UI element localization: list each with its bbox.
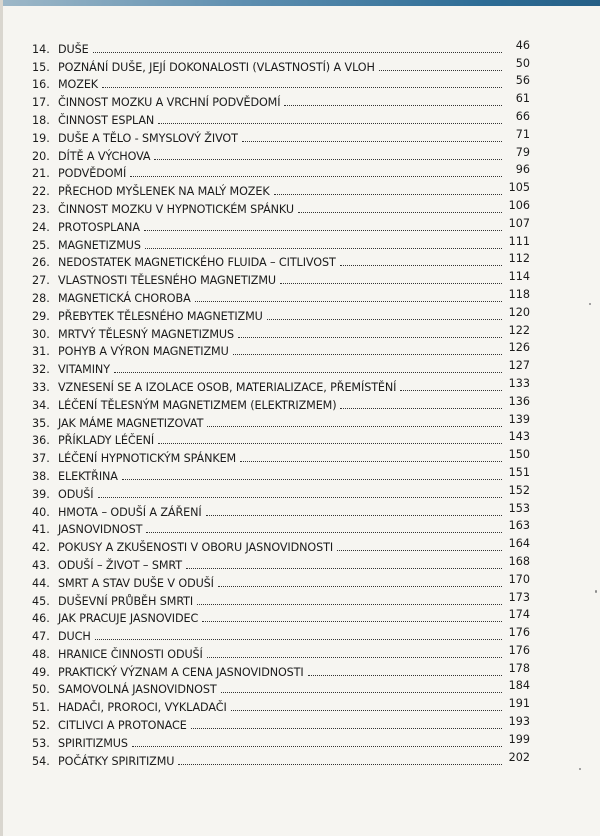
- entry-number: 29.: [32, 309, 50, 323]
- entry-title: JAK MÁME MAGNETIZOVAT: [58, 416, 204, 430]
- dot-leader: [207, 656, 502, 658]
- toc-entry: [32, 358, 530, 376]
- entry-title: LÉČENÍ HYPNOTICKÝM SPÁNKEM: [58, 452, 237, 466]
- dot-leader: [114, 371, 502, 373]
- entry-number: 39.: [32, 487, 50, 501]
- entry-title: ČINNOST ESPLAN: [58, 113, 155, 127]
- toc-entry: [32, 198, 530, 216]
- entry-number: 34.: [32, 398, 50, 412]
- entry-title: POČÁTKY SPIRITIZMU: [58, 754, 175, 768]
- toc-entry: [32, 465, 530, 483]
- entry-title: MRTVÝ TĚLESNÝ MAGNETIZMUS: [58, 327, 235, 341]
- dot-leader: [202, 620, 502, 622]
- entry-number: 45.: [32, 594, 50, 608]
- entry-page-number: 168: [508, 554, 530, 568]
- dot-leader: [218, 585, 502, 587]
- entry-page-number: 176: [508, 643, 530, 657]
- entry-number: 14.: [32, 42, 50, 56]
- dot-leader: [154, 158, 502, 160]
- toc-entry: [32, 519, 530, 537]
- entry-number: 46.: [32, 612, 50, 626]
- entry-number: 20.: [32, 149, 50, 163]
- entry-page-number: 122: [508, 323, 530, 337]
- entry-page-number: 107: [508, 216, 530, 230]
- toc-entry: [32, 501, 530, 519]
- toc-entry: [32, 608, 530, 626]
- entry-page-number: 199: [508, 732, 530, 746]
- toc-entry: [32, 536, 530, 554]
- entry-number: 15.: [32, 60, 50, 74]
- entry-number: 42.: [32, 541, 50, 555]
- toc-entry: [32, 572, 530, 590]
- toc-entry: [32, 732, 530, 750]
- entry-number: 48.: [32, 647, 50, 661]
- dot-leader: [191, 727, 502, 729]
- entry-title: JASNOVIDNOST: [58, 523, 143, 537]
- entry-page-number: 193: [508, 715, 530, 729]
- entry-number: 50.: [32, 683, 50, 697]
- entry-title: DUCH: [58, 630, 91, 644]
- dot-leader: [197, 603, 502, 605]
- dot-leader: [280, 282, 502, 284]
- entry-number: 26.: [32, 256, 50, 270]
- entry-page-number: 71: [515, 127, 530, 141]
- entry-page-number: 143: [508, 430, 530, 444]
- entry-title: PŘEBYTEK TĚLESNÉHO MAGNETIZMU: [58, 309, 263, 323]
- entry-page-number: 136: [508, 394, 530, 408]
- dot-leader: [238, 336, 502, 338]
- table-of-contents: [32, 38, 530, 768]
- entry-page-number: 127: [508, 359, 530, 373]
- dot-leader: [233, 353, 502, 355]
- toc-entry: [32, 38, 530, 56]
- entry-title: VLASTNOSTI TĚLESNÉHO MAGNETIZMU: [58, 274, 276, 288]
- entry-title: PŘECHOD MYŠLENEK NA MALÝ MOZEK: [58, 185, 270, 199]
- entry-number: 28.: [32, 291, 50, 305]
- entry-page-number: 173: [508, 590, 530, 604]
- toc-entry: [32, 394, 530, 412]
- dot-leader: [308, 674, 502, 676]
- entry-title: ČINNOST MOZKU A VRCHNÍ PODVĚDOMÍ: [58, 96, 281, 110]
- dot-leader: [130, 175, 502, 177]
- entry-title: LÉČENÍ TĚLESNÝM MAGNETIZMEM (ELEKTRIZMEM): [58, 398, 337, 412]
- entry-number: 47.: [32, 630, 50, 644]
- scan-top-edge: [0, 0, 600, 6]
- entry-title: HMOTA – ODUŠÍ A ZÁŘENÍ: [58, 505, 202, 519]
- dot-leader: [267, 318, 502, 320]
- dot-leader: [158, 442, 502, 444]
- entry-page-number: 66: [515, 109, 530, 123]
- entry-page-number: 56: [515, 74, 530, 88]
- entry-title: SPIRITIZMUS: [58, 736, 128, 750]
- entry-page-number: 176: [508, 626, 530, 640]
- toc-entry: [32, 625, 530, 643]
- entry-page-number: 191: [508, 697, 530, 711]
- entry-title: PRAKTICKÝ VÝZNAM A CENA JASNOVIDNOSTI: [58, 665, 304, 679]
- dot-leader: [337, 549, 502, 551]
- toc-entry: [32, 74, 530, 92]
- entry-number: 30.: [32, 327, 50, 341]
- entry-title: PROTOSPLANA: [58, 220, 140, 234]
- entry-title: DUŠE A TĚLO - SMYSLOVÝ ŽIVOT: [58, 131, 238, 145]
- toc-entry: [32, 56, 530, 74]
- entry-number: 49.: [32, 665, 50, 679]
- entry-page-number: 105: [508, 181, 530, 195]
- entry-title: NEDOSTATEK MAGNETICKÉHO FLUIDA – CITLIVOST: [58, 256, 336, 270]
- entry-number: 19.: [32, 131, 50, 145]
- entry-page-number: 106: [508, 198, 530, 212]
- entry-number: 31.: [32, 345, 50, 359]
- entry-title: HRANICE ČINNOSTI ODUŠÍ: [58, 647, 203, 661]
- entry-number: 25.: [32, 238, 50, 252]
- entry-title: MAGNETICKÁ CHOROBA: [58, 291, 191, 305]
- entry-title: HADAČI, PROROCI, VYKLADAČI: [58, 701, 227, 715]
- dot-leader: [122, 478, 502, 480]
- toc-entry: [32, 216, 530, 234]
- toc-entry: [32, 376, 530, 394]
- entry-number: 51.: [32, 701, 50, 715]
- dot-leader: [340, 264, 502, 266]
- entry-page-number: 202: [508, 750, 530, 764]
- entry-title: POHYB A VÝRON MAGNETIZMU: [58, 345, 229, 359]
- entry-title: CITLIVCI A PROTONACE: [58, 719, 187, 733]
- dot-leader: [95, 638, 502, 640]
- paper-speck: [579, 768, 581, 770]
- entry-title: JAK PRACUJE JASNOVIDEC: [58, 612, 199, 626]
- toc-entry: [32, 109, 530, 127]
- entry-page-number: 170: [508, 572, 530, 586]
- entry-number: 23.: [32, 202, 50, 216]
- toc-entry: [32, 679, 530, 697]
- dot-leader: [144, 229, 502, 231]
- entry-title: DUŠEVNÍ PRŮBĚH SMRTI: [58, 594, 194, 608]
- entry-number: 17.: [32, 96, 50, 110]
- entry-page-number: 111: [508, 234, 530, 248]
- toc-entry: [32, 661, 530, 679]
- dot-leader: [240, 460, 502, 462]
- dot-leader: [242, 140, 502, 142]
- toc-entry: [32, 180, 530, 198]
- entry-title: SAMOVOLNÁ JASNOVIDNOST: [58, 683, 217, 697]
- dot-leader: [132, 745, 502, 747]
- dot-leader: [93, 51, 502, 53]
- dot-leader: [221, 691, 502, 693]
- entry-page-number: 174: [508, 608, 530, 622]
- toc-entry: [32, 554, 530, 572]
- entry-title: VITAMINY: [58, 363, 110, 377]
- entry-number: 44.: [32, 576, 50, 590]
- toc-entry: [32, 145, 530, 163]
- toc-entry: [32, 234, 530, 252]
- entry-title: POKUSY A ZKUŠENOSTI V OBORU JASNOVIDNOSTI: [58, 541, 334, 555]
- toc-entry: [32, 643, 530, 661]
- entry-page-number: 120: [508, 305, 530, 319]
- dot-leader: [379, 69, 502, 71]
- entry-number: 33.: [32, 380, 50, 394]
- dot-leader: [146, 531, 502, 533]
- toc-entry: [32, 750, 530, 768]
- entry-title: SMRT A STAV DUŠE V ODUŠÍ: [58, 576, 214, 590]
- entry-page-number: 150: [508, 448, 530, 462]
- entry-page-number: 133: [508, 376, 530, 390]
- entry-page-number: 153: [508, 501, 530, 515]
- dot-leader: [207, 425, 502, 427]
- entry-number: 27.: [32, 274, 50, 288]
- entry-page-number: 126: [508, 341, 530, 355]
- entry-title: VZNESENÍ SE A IZOLACE OSOB, MATERIALIZACE, PŘEMÍSTĚNÍ: [58, 380, 397, 394]
- entry-page-number: 164: [508, 537, 530, 551]
- entry-title: MOZEK: [58, 78, 99, 92]
- entry-number: 43.: [32, 558, 50, 572]
- entry-page-number: 96: [515, 163, 530, 177]
- entry-title: ODUŠÍ: [58, 487, 94, 501]
- toc-entry: [32, 590, 530, 608]
- dot-leader: [284, 104, 502, 106]
- toc-entry: [32, 714, 530, 732]
- dot-leader: [178, 763, 502, 765]
- dot-leader: [186, 567, 502, 569]
- dot-leader: [145, 247, 502, 249]
- paper-speck: [595, 590, 597, 593]
- entry-title: PODVĚDOMÍ: [58, 167, 127, 181]
- toc-entry: [32, 696, 530, 714]
- dot-leader: [158, 122, 502, 124]
- entry-number: 53.: [32, 736, 50, 750]
- entry-number: 16.: [32, 78, 50, 92]
- dot-leader: [206, 514, 502, 516]
- toc-entry: [32, 341, 530, 359]
- toc-entry: [32, 412, 530, 430]
- entry-title: PŘÍKLADY LÉČENÍ: [58, 434, 155, 448]
- toc-entry: [32, 430, 530, 448]
- entry-number: 22.: [32, 185, 50, 199]
- entry-number: 21.: [32, 167, 50, 181]
- entry-number: 36.: [32, 434, 50, 448]
- toc-entry: [32, 163, 530, 181]
- toc-entry: [32, 287, 530, 305]
- toc-entry: [32, 447, 530, 465]
- entry-number: 40.: [32, 505, 50, 519]
- dot-leader: [102, 86, 502, 88]
- entry-number: 41.: [32, 523, 50, 537]
- entry-number: 35.: [32, 416, 50, 430]
- entry-number: 18.: [32, 113, 50, 127]
- entry-title: MAGNETIZMUS: [58, 238, 141, 252]
- entry-page-number: 151: [508, 465, 530, 479]
- entry-title: DÍTĚ A VÝCHOVA: [58, 149, 151, 163]
- entry-page-number: 112: [508, 252, 530, 266]
- entry-page-number: 46: [515, 38, 530, 52]
- entry-title: ČINNOST MOZKU V HYPNOTICKÉM SPÁNKU: [58, 202, 294, 216]
- entry-title: DUŠE: [58, 42, 89, 56]
- dot-leader: [400, 389, 502, 391]
- entry-page-number: 152: [508, 483, 530, 497]
- dot-leader: [298, 211, 502, 213]
- toc-entry: [32, 269, 530, 287]
- entry-page-number: 139: [508, 412, 530, 426]
- entry-page-number: 178: [508, 661, 530, 675]
- toc-entry: [32, 252, 530, 270]
- entry-page-number: 79: [515, 145, 530, 159]
- entry-number: 38.: [32, 469, 50, 483]
- entry-number: 54.: [32, 754, 50, 768]
- entry-title: ODUŠÍ – ŽIVOT – SMRT: [58, 558, 183, 572]
- entry-title: ELEKTŘINA: [58, 469, 118, 483]
- entry-page-number: 50: [515, 56, 530, 70]
- entry-title: POZNÁNÍ DUŠE, JEJÍ DOKONALOSTI (VLASTNOSTÍ) A VLOH: [58, 60, 375, 74]
- dot-leader: [274, 193, 502, 195]
- toc-entry: [32, 305, 530, 323]
- dot-leader: [195, 300, 502, 302]
- entry-page-number: 184: [508, 679, 530, 693]
- toc-entry: [32, 323, 530, 341]
- toc-entry: [32, 91, 530, 109]
- toc-entry: [32, 127, 530, 145]
- dot-leader: [98, 496, 502, 498]
- dot-leader: [231, 709, 502, 711]
- entry-number: 24.: [32, 220, 50, 234]
- scan-left-edge: [0, 0, 3, 836]
- entry-page-number: 118: [508, 287, 530, 301]
- entry-page-number: 114: [508, 270, 530, 284]
- dot-leader: [340, 407, 502, 409]
- entry-page-number: 61: [515, 92, 530, 106]
- entry-number: 37.: [32, 452, 50, 466]
- entry-number: 32.: [32, 363, 50, 377]
- toc-entry: [32, 483, 530, 501]
- entry-number: 52.: [32, 719, 50, 733]
- paper-speck: [589, 303, 591, 305]
- entry-page-number: 163: [508, 519, 530, 533]
